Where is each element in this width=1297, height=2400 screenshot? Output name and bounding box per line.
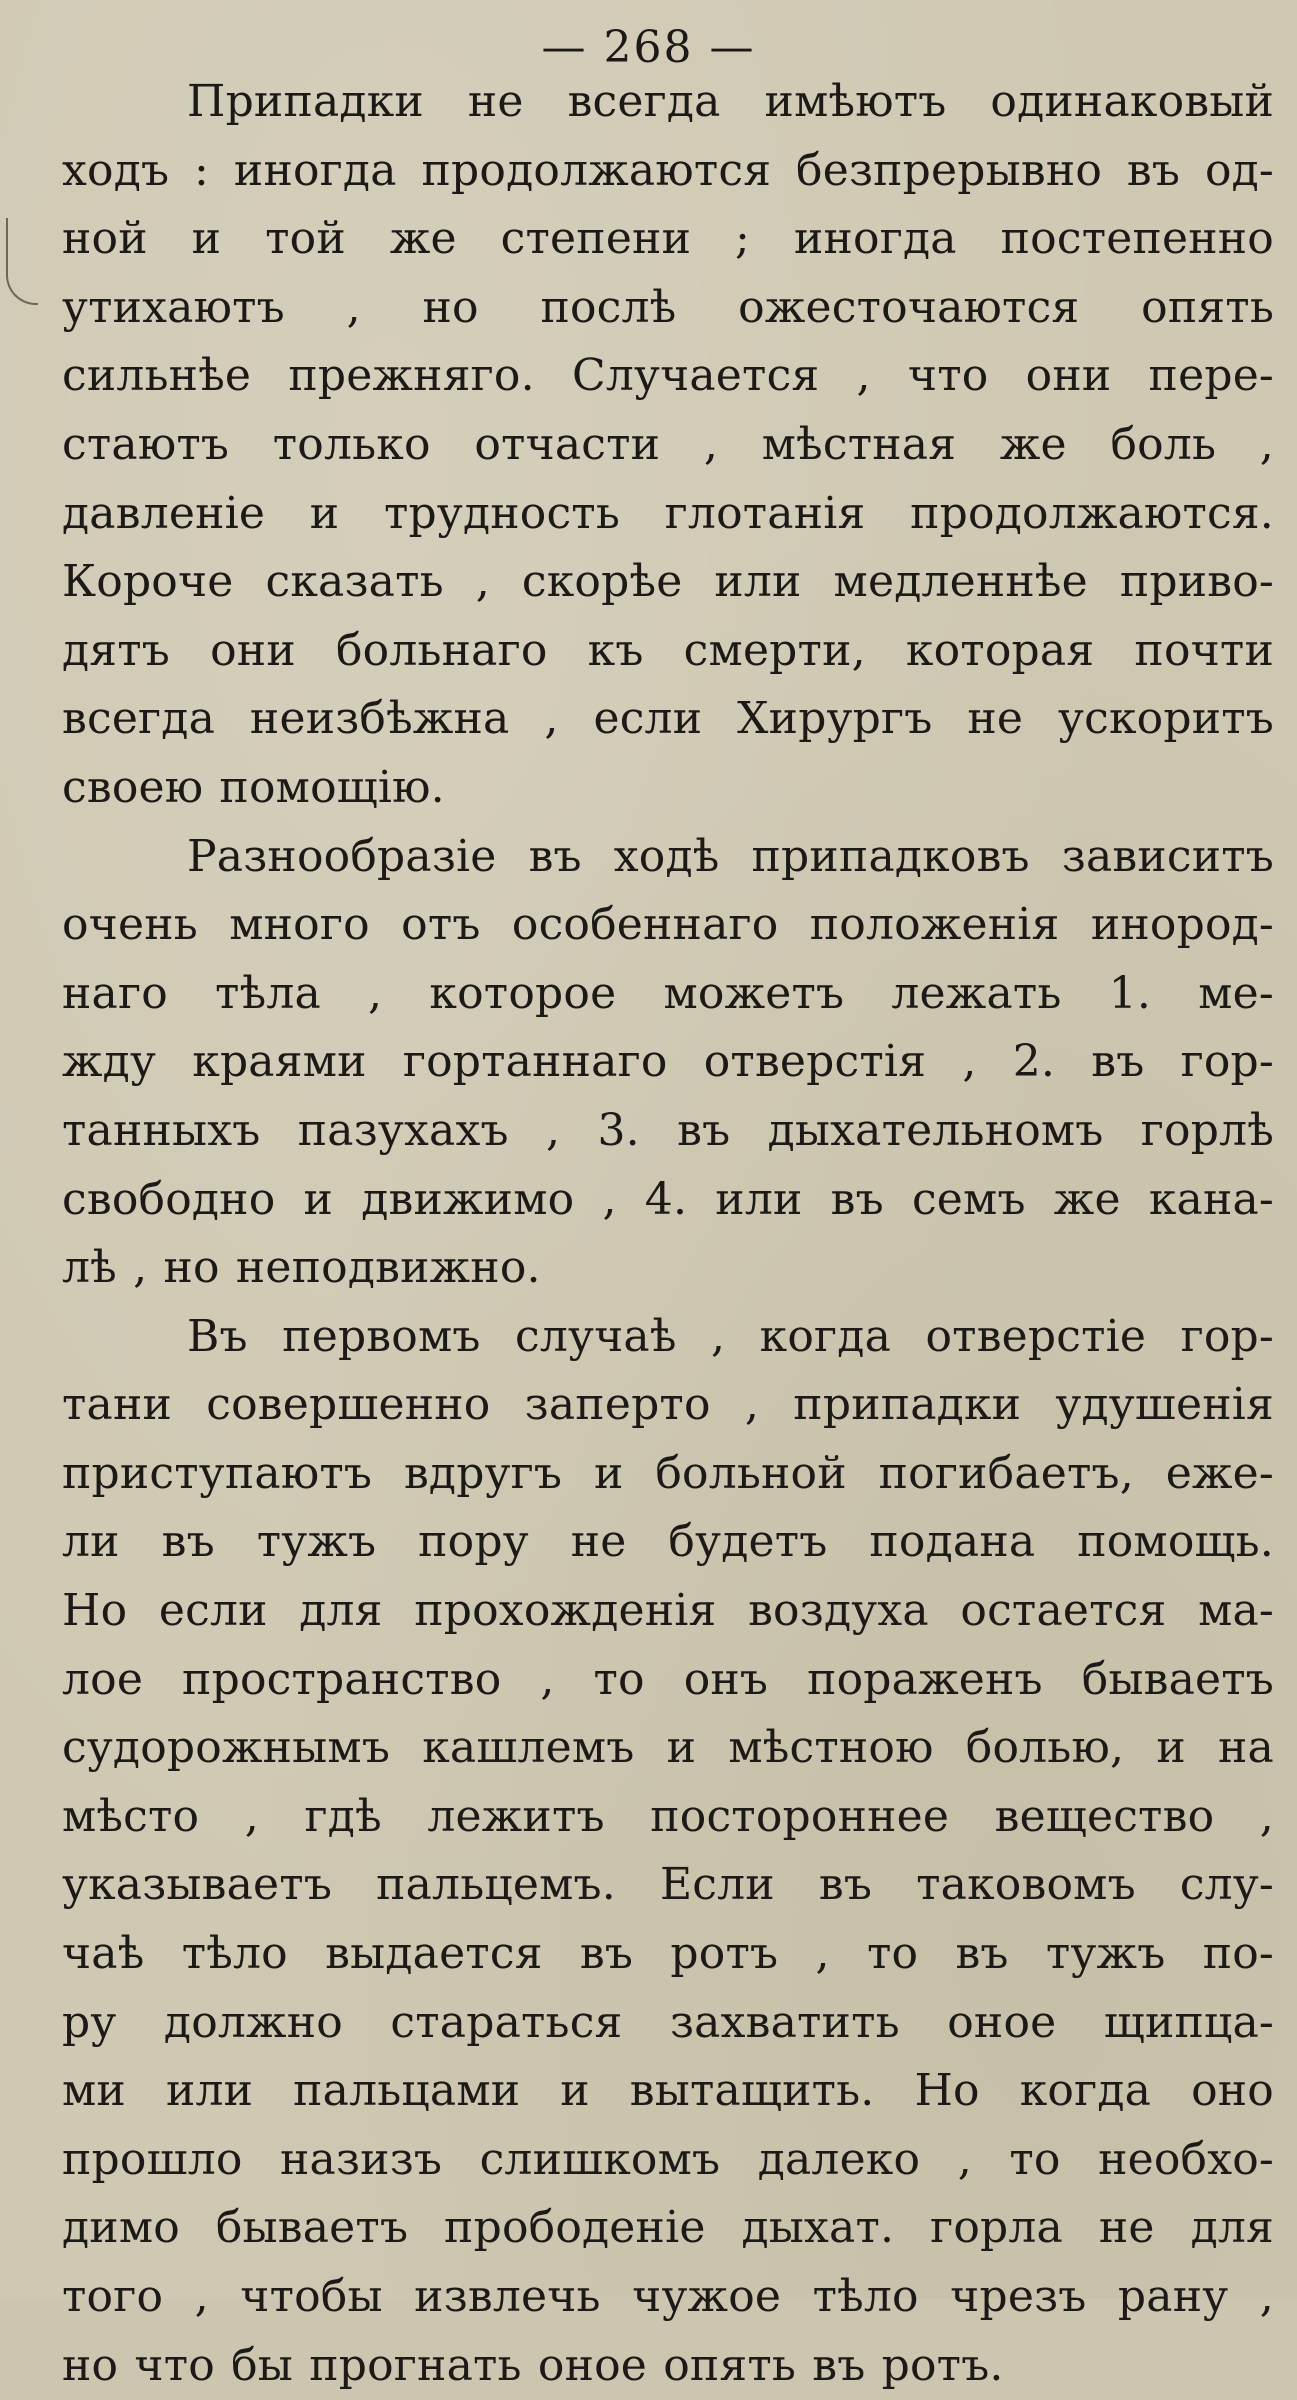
text-line: стаютъ только отчасти , мѣстная же боль , (62, 418, 1274, 470)
text-line: ми или пальцами и вытащить. Но когда оно (62, 2065, 1274, 2117)
text-line: своею помощію. (62, 761, 445, 813)
text-line: Но если для прохожденія воздуха остается ма- (62, 1585, 1274, 1637)
text-line: всегда неизбѣжна , если Хирургъ не ускоритъ (62, 693, 1274, 745)
text-line: судорожнымъ кашлемъ и мѣстною болью, и на (62, 1722, 1274, 1774)
body-text (62, 68, 1274, 2400)
page-number: — 268 — (541, 22, 756, 73)
text-line: ру должно стараться захватить оное щипца- (62, 1996, 1274, 2048)
text-line: но что бы прогнать оное опять въ ротъ. (62, 2339, 1004, 2391)
text-line: указываетъ пальцемъ. Если въ таковомъ слу- (62, 1859, 1274, 1911)
text-line: жду краями гортаннаго отверстія , 2. въ гор- (62, 1036, 1274, 1088)
text-line: Въ первомъ случаѣ , когда отверстіе гор- (187, 1310, 1274, 1362)
text-line: сильнѣе прежняго. Случается , что они пере- (62, 350, 1274, 402)
text-line: свободно и движимо , 4. или въ семъ же кана- (62, 1173, 1274, 1225)
text-line: прошло назизъ слишкомъ далеко , то необхо- (62, 2133, 1274, 2185)
text-line: давленіе и трудность глотанія продолжаются. (62, 487, 1274, 539)
text-line: Разнообразіе въ ходѣ припадковъ зависитъ (187, 830, 1274, 882)
text-line: лѣ , но неподвижно. (62, 1242, 541, 1294)
text-line: димо бываетъ прободеніе дыхат. горла не для (62, 2202, 1274, 2254)
text-line: тани совершенно заперто , припадки удушенія (62, 1379, 1274, 1431)
text-line: ходъ : иногда продолжаются безпрерывно въ од- (62, 144, 1274, 196)
text-line: ли въ тужъ пору не будетъ подана помощь. (62, 1516, 1274, 1568)
text-line: дятъ они больнаго къ смерти, которая почти (62, 624, 1274, 676)
text-line: мѣсто , гдѣ лежитъ постороннее вещество , (62, 1790, 1274, 1842)
text-line: утихаютъ , но послѣ ожесточаются опять (62, 281, 1274, 333)
text-line: Короче сказать , скорѣе или медленнѣе приво- (62, 556, 1274, 608)
text-line: чаѣ тѣло выдается въ ротъ , то въ тужъ по- (62, 1928, 1274, 1980)
text-line: Припадки не всегда имѣютъ одинаковый (187, 76, 1274, 127)
text-line: приступаютъ вдругъ и больной погибаетъ, еже- (62, 1447, 1274, 1499)
text-line: лое пространство , то онъ пораженъ бываетъ (62, 1653, 1274, 1705)
text-line: того , чтобы извлечь чужое тѣло чрезъ рану , (62, 2271, 1274, 2322)
text-line: наго тѣла , которое можетъ лежать 1. ме- (62, 967, 1274, 1019)
text-line: ной и той же степени ; иногда постепенно (62, 213, 1274, 265)
text-line: танныхъ пазухахъ , 3. въ дыхательномъ горлѣ (62, 1104, 1274, 1156)
text-line: очень много отъ особеннаго положенія инород- (62, 899, 1274, 951)
margin-pencil-mark (6, 218, 38, 305)
